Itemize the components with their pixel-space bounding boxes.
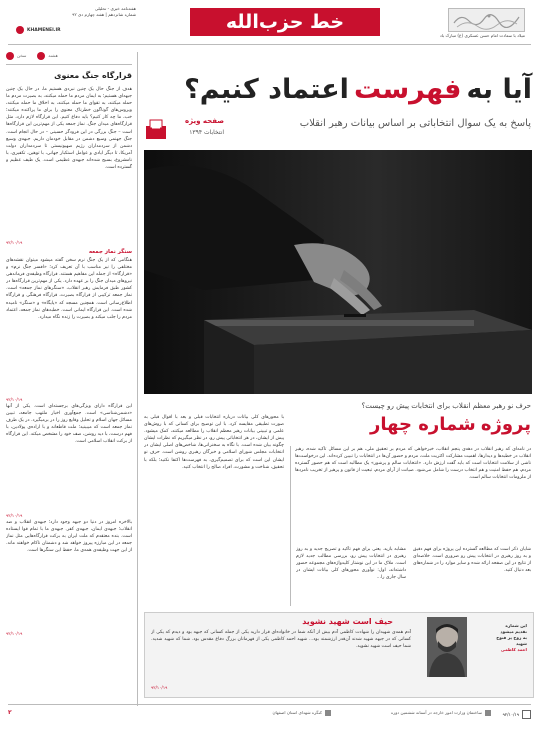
project-title (370, 414, 531, 435)
project-inner-divider (290, 446, 291, 606)
occasion-line: میلاد با سعادت امام حسن عسکری (ع) مبارک باد (439, 33, 525, 38)
martyr-box (144, 612, 534, 698)
sidebar-paragraph-4: بالاخره امروز در دنیا دو جبهه وجود دارد؛ جبهه‌ی انقلاب و ضد انقلاب؛ جبهه‌ی ایمان، جبهه‌ی کفر. جبهه‌ی ما با تمام قوا ایستاده است. بنده معتقدم که ملت ایران به برکت قرارگاه‌هایی مثل نماز جمعه در این مبارزه پیروز خواهد شد و دشمنان ناکام خواهند ماند. از این جهت وظیفه‌ی همه‌ی ما، حفظ این سنگرها است. (6, 520, 132, 554)
project-bottom-note: شایان ذکر است که مطالعه گسترده این پروژه برای فهم دقیق و به روز رهبری در انتخابات پیش رو ضروری است. خلاصه‌ای از نتایج در این صفحه ارائه شده و سایر موارد را در شماره‌های بعد دنبال کنید. (413, 547, 531, 574)
calendar-icon (522, 710, 531, 719)
martyr-text: آدم همه‌ی شهیدان را شهادت کاظمی آدم بیش از آنکه شما در خانواده‌ای قرار دارید یکی از جمله کسانی که جبهه بود و دیدم که یکی از کسانی که در جبهه شهید شدند آن‌قدر ارزشمند بود... شهید احمد کاظمی یکی از قهرمانان بزرگ دفاع مقدس بود. شما که شهید شدید. شما حیف است شهید نشوید. (151, 630, 411, 650)
martyr-caption-2: تقدیم میشود (500, 629, 527, 634)
share-icon-2[interactable] (37, 52, 45, 60)
martyr-caption-1: این شماره (505, 623, 527, 628)
website-logo-icon (16, 26, 24, 34)
sidebar-title: قرارگاه جنگ معنوی (54, 71, 132, 80)
sidebar-date-3: ۹۲/۱۰/۱۹ (6, 513, 23, 518)
masthead-divider (8, 44, 531, 45)
martyr-caption-3: به روح پر فتوح (496, 635, 527, 640)
ballot-hand-photo (144, 150, 532, 394)
special-page-badge[interactable] (144, 116, 224, 142)
special-label-1: صفحه ویژه (185, 117, 224, 125)
calligraphy-pattern-icon (449, 9, 524, 31)
sidebar-paragraph-3: این قرارگاه دارای ویژگی‌های برجسته‌ای است. یکی از آنها «دشمن‌شناسی» است. جمع‌آوری اخبار ملتهب جامعه، تبیین مسائل جهان اسلام و تحلیل وقایع روز را در برمیگیرد. در یک طرف نماز جمعه است که میبینید؛ ملت قاطعانه و با اراده‌ی پولادین، با فهم درست، با دید روشن، صف خود را مشخص میکند. این قرارگاه از برکت انقلاب اسلامی است. (6, 404, 132, 445)
footer-item-1[interactable]: ساختمان وزارت امور خارجه در آستانه ششمین دوره (391, 710, 482, 715)
portrait-photo (427, 617, 467, 677)
footer-item-2-icon (325, 710, 331, 716)
headline-subtitle: پاسخ به یک سوال انتخاباتی بر اساس بیانات رهبر انقلاب (299, 118, 531, 129)
project-title-part-2: شماره چهار (370, 414, 476, 435)
footer (8, 708, 531, 724)
martyr-photo (427, 617, 467, 677)
logo-text: خط حزب‌الله (225, 11, 345, 33)
share-label-2[interactable]: هشته (48, 53, 58, 58)
sidebar-paragraph-1: هدف از جنگ حال یک چنین نبردی هستیم ما، در حال یک چنین جبهه‌ای هستیم؛ به ایمان مردم ما حمله میکنند، به بصیرت مردم ما حمله میکنند، به تقوای ما حمله میکنند، به اخلاق ما حمله میکنند، ویروس‌های گوناگون خطرناک معنوی را برای ما پراکنده میکنند؛ خب، ما چه کار کنیم؟ باید دفاع کنیم. این قرارگاه لازم دارد، مثل قرارگاه‌های میدان جنگ. نماز جمعه یکی از مهم‌ترین این قرارگاه‌ها است – جنگ بزرگی در این فرودگر حسینی – در حال انجام است. جنگ جهنمی وسیع دشمن در مقابل خودمان داریم. جبهه‌ی وسیع دشمن از سردمداران رژیم صهیونیستی تا سردمداران دولت آمریکا، تا دیگر ایادی و عوامل استکبار جهانی، با توهین، تکفیری، با نامشروع، بسیج شده‌اند جبهه‌ی عظیمی است. یک طیف عظیم و گسترده است. (6, 87, 132, 171)
project-kicker: حرف نو رهبر معظم انقلاب برای انتخابات پیش رو چیست؟ (361, 402, 531, 410)
share-icon[interactable] (6, 52, 14, 60)
sidebar-divider (6, 64, 132, 65)
ballot-box-icon (144, 118, 168, 140)
headline-part-2: فهرست (354, 74, 462, 105)
headline-part-1: آیا به (466, 74, 532, 105)
project-column-right: در نامه‌ای که رهبر انقلاب در دهه‌ی پنجم انقلاب، خیرخواهی که مردم بر تحقیق ملی، هم بر این مسائل تأکید شده، رهبر انقلاب در خطبه‌ها و دیدارها، اهمیت مشارکت اکثریت ملت، مردم و حضور آن‌ها در انتخابات را تبیین کرده‌اند. این درخواست‌ها ناشی از سلامت انتخابات است که باید گفت ارزش دارد. «انتخابات سالم و پرشور» یک مطالبه است که هم حضور گسترده مردم، هم حفظ امنیت و هم انتخاب درست را شامل می‌شود. صیانت از آرای مردم، تبعیت از قانون و پرهیز از تخریب نامزدها از ملزومات انتخابات سالم است. (295, 447, 531, 481)
issue-number: شماره شانزدهم | هفته چهارم دی ۹۲ (72, 12, 136, 17)
page-number: ۲ (8, 709, 12, 716)
sidebar-date-1: ۹۲/۱۰/۱۹ (6, 240, 23, 245)
logo-block[interactable] (190, 8, 380, 36)
martyr-caption-4: شهید (515, 641, 527, 646)
footer-item-1-icon (485, 710, 491, 716)
project-column-middle: مشابه بازید. یعنی برای فهم تأکید و تصریح جدید و به روز رهبری در انتخابات پیش رو، بررسی مطالب جدید لازم است. ملاک ما در این نوشتار کلیدواژه‌های مجموعه حضور داشته‌اند، اول: نوآوری محورهای کلی بیانات ایشان در سال جاری را... (296, 547, 406, 581)
footer-date: ۹۲/۱۰/۱۹ (502, 711, 519, 717)
footer-divider (8, 704, 531, 705)
sidebar-paragraph-2: هنگامی که از یک جنگ نرم سخن گفته میشود میتوان نقشه‌های مختلفی را نیز مناسب با آن تعریف کرد؛ «افسر جنگ نرم» و «قرارگاه» از جمله این مفاهیم هستند. قرارگاه وظیفه‌ی فرماندهی نیروهای میدان جنگ را بر عهده دارد. یکی از مهم‌ترین قرارگاه‌ها در کشور طبق فرمایش رهبر انقلاب، «سنگرهای نماز جمعه» است. نماز جمعه ترکیبی از قرارگاه بصیرت، قرارگاه فرهنگی و قرارگاه اطلاع‌رسانی است. همچنین مسجد که «پایگاه» و «سنگر» نامیده شده است. این قرارگاه ایمانی است. خطبه‌های نماز جمعه، اعتماد مردم را جلب میکند و بصیرت را زنده نگاه میدارد. (6, 258, 132, 320)
martyr-title: حیف است شهید نشوید (302, 617, 393, 626)
share-label[interactable]: سخن (17, 53, 27, 58)
website-link[interactable]: KHAMENEI.IR (27, 27, 61, 33)
issue-type: هفته‌نامه خبری - تحلیلی (94, 6, 136, 11)
headline-part-3: اعتماد کنیم؟ (184, 74, 349, 105)
sidebar-date-4: ۹۲/۱۰/۱۹ (6, 631, 23, 636)
martyr-date: ۹۲/۱۰/۱۹ (151, 685, 168, 690)
hero-photo (144, 150, 532, 394)
calligraphy-medallion (448, 8, 525, 32)
sidebar (6, 52, 132, 706)
project-column-left: با محورهای کلی بیانات درباره انتخابات قبلی و بعد با اقوال قبلی به صورت تطبیقی مقایسه کرد. با این توضیح برای کسانی که با روش‌های علمی و تبیینی بیانات رهبر معظم انقلاب را مطالعه میکنند، کمک میشود. پیش از ایشان، در هر انتخاباتی پیش رو، در نظر میگیریم که نظرات ایشان چگونه بیان شده است. با نگاه به سخنرانی‌ها، شاخص‌های اصلی ایشان در انتخابات مجلس شورای اسلامی و خبرگان رهبری روشن است. حرف نو ایشان این است که برای تصمیم‌گیری، به فهرست‌ها اکتفا نکنید؛ بلکه با تحقیق، شناخت و مشورت، افراد صالح را انتخاب کنید. (144, 415, 284, 470)
project-title-part-1: پروژه (480, 414, 531, 435)
headline (144, 74, 532, 110)
sidebar-date-2: ۹۲/۱۰/۱۹ (6, 397, 23, 402)
masthead (0, 0, 539, 46)
sidebar-subheading: سنگر نماز جمعه (88, 249, 132, 255)
footer-item-2[interactable]: کنگره شهدای استان اصفهان (272, 710, 322, 715)
martyr-name: احمد کاظمی (500, 647, 527, 652)
special-label-2: انتخابات ۱۳۹۴ (189, 129, 224, 136)
column-divider (137, 52, 138, 706)
